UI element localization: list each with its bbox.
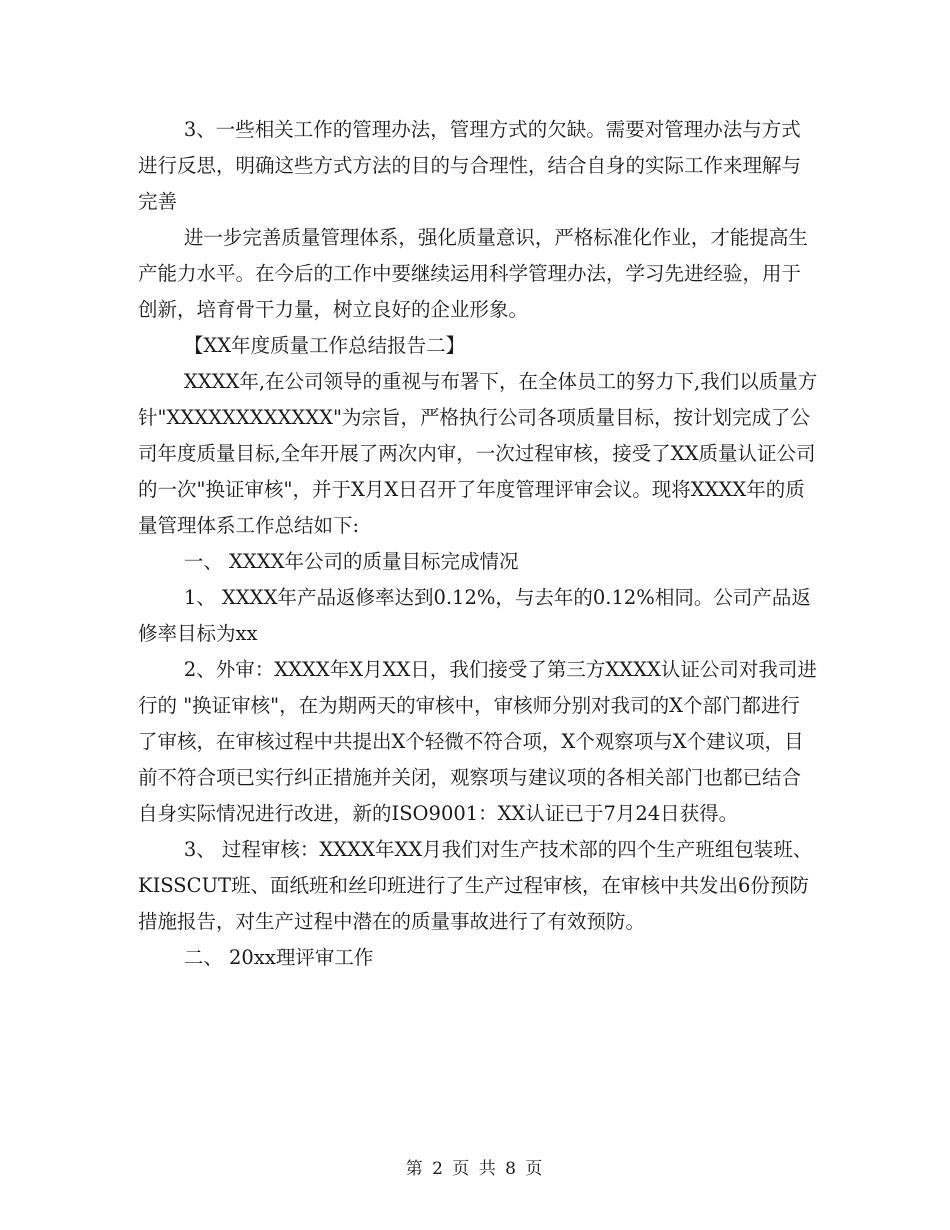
paragraph-management-methods: 3、一些相关工作的管理办法，管理方式的欠缺。需要对管理办法与方式进行反思，明确这些方式方法的目的与合理性，结合自身的实际工作来理解与完善 [138,118,802,213]
section-heading-management-review: 二、 20xx理评审工作 [183,946,374,969]
section-heading-quality-targets: 一、 XXXX年公司的质量目标完成情况 [183,550,519,573]
paragraph-annual-overview: XXXX年,在公司领导的重视与布署下，在全体员工的努力下,我们以质量方针"XXXXXXXXXXXX"为宗旨，严格执行公司各项质量目标，按计划完成了公司年度质量目标,全年开展了两次内审，一次过程审核，接受了XX质量认证公司的一次"换证审核"，并于X月X日召开了年度管理评审会议。现将XXXX年的质量管理体系工作总结如下: [138,370,818,537]
report-two-title: 【XX年度质量工作总结报告二】 [183,334,466,357]
page-number-footer: 第 2 页 共 8 页 [405,1159,545,1179]
paragraph-process-audit: 3、 过程审核：XXXX年XX月我们对生产技术部的四个生产班组包装班、KISSCUT班、面纸班和丝印班进行了生产过程审核，在审核中共发出6份预防措施报告，对生产过程中潜在的质量事故进行了有效预防。 [138,838,813,933]
paragraph-improve-quality-system: 进一步完善质量管理体系，强化质量意识，严格标准化作业，才能提高生产能力水平。在今后的工作中要继续运用科学管理办法，学习先进经验，用于创新，培育骨干力量，树立良好的企业形象。 [138,226,808,321]
paragraph-return-rate: 1、 XXXX年产品返修率达到0.12%，与去年的0.12%相同。公司产品返修率目标为xx [138,586,811,645]
document-body [138,112,818,976]
paragraph-external-audit: 2、外审：XXXX年X月XX日，我们接受了第三方XXXX认证公司对我司进行的 "换证审核"，在为期两天的审核中，审核师分别对我司的X个部门都进行了审核，在审核过程中共提出X个轻微不符合项，X个观察项与X个建议项，目前不符合项已实行纠正措施并关闭，观察项与建议项的各相关部门也都已结合自身实际情况进行改进，新的ISO9001：XX认证已于7月24日获得。 [138,658,817,825]
